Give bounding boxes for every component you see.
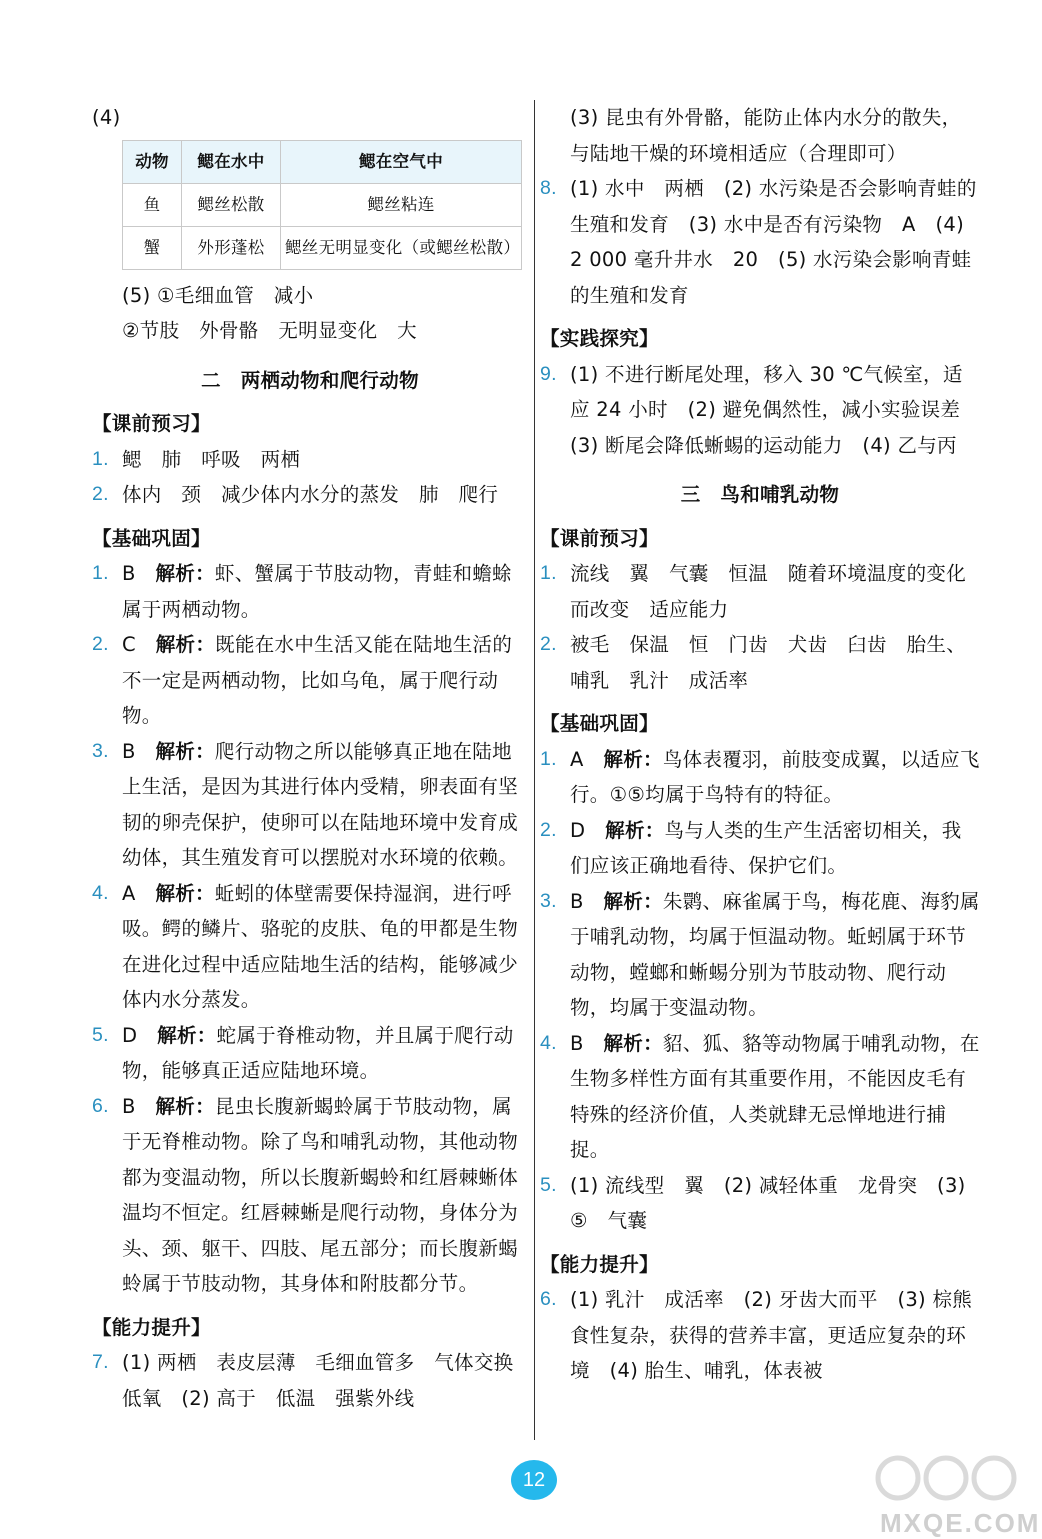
question-number: 6.: [540, 1288, 557, 1310]
question-number: 6.: [92, 1094, 109, 1117]
analysis-label: 解析：: [155, 739, 215, 763]
analysis-label: 解析：: [603, 889, 663, 913]
section-basic: 【基础巩固】: [540, 712, 659, 735]
answer-letter: A: [122, 881, 136, 905]
list-item: [92, 442, 528, 478]
analysis-label: 解析：: [157, 1023, 217, 1047]
analysis-label: 解析：: [603, 747, 663, 771]
list-item: [540, 1168, 980, 1239]
list-item: [540, 556, 980, 627]
question-number: 5.: [92, 1023, 109, 1046]
list-item: [540, 171, 980, 313]
list-item: [92, 556, 528, 627]
analysis-text: 鸟体表覆羽，前肢变成翼，以适应飞行。①⑤均属于鸟特有的特征。: [570, 747, 980, 806]
section-basic: 【基础巩固】: [92, 526, 211, 550]
table-cell: 鱼: [123, 183, 182, 226]
question-number: 3.: [540, 889, 557, 912]
answer-text: 流线 翼 气囊 恒温 随着环境温度的变化而改变 适应能力: [570, 562, 967, 621]
analysis-text: 蚯蚓的体壁需要保持湿润，进行呼吸。鳄的鳞片、骆驼的皮肤、龟的甲都是生物在进化过程中适应陆地生活的结构，能够减少体内水分蒸发。: [122, 881, 519, 1011]
answer-letter: B: [122, 1094, 136, 1118]
table-cell: 鳃丝无明显变化（或鳃丝松散）: [281, 226, 522, 269]
table-cell: 外形蓬松: [182, 226, 281, 269]
list-item: [92, 1018, 528, 1089]
question-number: 3.: [92, 739, 109, 762]
answer-text: 鳃 肺 呼吸 两栖: [122, 447, 301, 471]
section-ability: 【能力提升】: [540, 1252, 659, 1276]
question-number: 5.: [540, 1173, 557, 1196]
q5-line-1: (5) ①毛细血管 减小: [122, 283, 314, 307]
section-preview: 【课前预习】: [92, 412, 211, 435]
list-item: [540, 884, 980, 1026]
answer-letter: D: [570, 818, 586, 842]
answer-letter: B: [570, 889, 584, 913]
answer-text: 体内 颈 减少体内水分的蒸发 肺 爬行: [122, 483, 499, 506]
question-number: 1.: [540, 747, 557, 770]
question-number: 1.: [92, 447, 109, 470]
table-row: [123, 183, 522, 226]
list-item: [92, 627, 528, 734]
section-preview: 【课前预习】: [540, 526, 659, 550]
analysis-text: 昆虫长腹新蝎蛉属于节肢动物，属于无脊椎动物。除了鸟和哺乳动物，其他动物都为变温动物，所以长腹新蝎蛉和红唇棘蜥体温均不恒定。红唇棘蜥是爬行动物，身体分为头、颈、躯干、四肢、尾五部分；而长腹新蝎蛉属于节肢动物，其身体和附肢都分节。: [122, 1094, 519, 1295]
list-item: [92, 876, 528, 1018]
answer-letter: C: [122, 633, 136, 656]
gill-table: [122, 140, 522, 270]
section-title-amphibians: 二 两栖动物和爬行动物: [201, 368, 419, 392]
question-number: 8.: [540, 177, 557, 199]
q7-continuation: (3) 昆虫有外骨骼，能防止体内水分的散失，与陆地干燥的环境相适应（合理即可）: [570, 106, 962, 165]
table-cell: 蟹: [123, 226, 182, 269]
list-item: [540, 742, 980, 813]
page-number-badge: 12: [511, 1460, 557, 1500]
analysis-label: 解析：: [603, 1031, 663, 1055]
table-header-cell: 鳃在水中: [182, 140, 281, 183]
question-number: 7.: [92, 1351, 109, 1373]
q5-line-2: ②节肢 外骨骼 无明显变化 大: [122, 319, 417, 342]
list-item: [540, 1026, 980, 1168]
table-cell: 鳃丝松散: [182, 183, 281, 226]
analysis-label: 解析：: [155, 881, 215, 905]
answer-letter: A: [570, 747, 584, 771]
question-number: 4.: [540, 1031, 557, 1054]
answer-text: (1) 流线型 翼 (2) 减轻体重 龙骨突 (3) ⑤ 气囊: [570, 1173, 966, 1232]
analysis-label: 解析：: [155, 633, 216, 656]
analysis-text: 貂、狐、貉等动物属于哺乳动物，在生物多样性方面有其重要作用，不能因皮毛有特殊的经济价值，人类就肆无忌惮地进行捕捉。: [570, 1031, 980, 1161]
table-header-cell: 鳃在空气中: [281, 140, 522, 183]
analysis-text: 朱鹮、麻雀属于鸟，梅花鹿、海豹属于哺乳动物，均属于恒温动物。蚯蚓属于环节动物，螳螂和蜥蜴分别为节肢动物、爬行动物，均属于变温动物。: [570, 889, 980, 1019]
list-item: [540, 357, 980, 464]
question-number: 1.: [92, 562, 109, 584]
analysis-label: 解析：: [155, 1094, 215, 1118]
answer-text: (1) 两栖 表皮层薄 毛细血管多 气体交换 低氧 (2) 高于 低温 强紫外线: [122, 1351, 534, 1410]
question-number: 2.: [92, 633, 109, 655]
answer-letter: B: [570, 1031, 584, 1055]
answer-letter: D: [122, 1023, 138, 1047]
table-header-row: [123, 140, 522, 183]
question-number: 2.: [92, 483, 109, 505]
section-ability: 【能力提升】: [92, 1315, 211, 1339]
analysis-text: 虾、蟹属于节肢动物，青蛙和蟾蜍属于两栖动物。: [122, 562, 512, 621]
q4-label: (4): [92, 106, 121, 129]
list-item: [92, 1089, 528, 1302]
right-column: [540, 100, 980, 1389]
list-item: [540, 627, 980, 698]
section-title-birds-mammals: 三 鸟和哺乳动物: [680, 483, 840, 506]
analysis-label: 解析：: [605, 818, 665, 842]
section-practice: 【实践探究】: [540, 327, 659, 350]
answer-letter: B: [122, 562, 136, 585]
question-number: 9.: [540, 362, 557, 385]
analysis-text: 蛇属于脊椎动物，并且属于爬行动物，能够真正适应陆地环境。: [122, 1023, 514, 1082]
list-item: [92, 477, 528, 513]
table-row: [123, 226, 522, 269]
list-item: [92, 1345, 534, 1416]
answer-text: (1) 水中 两栖 (2) 水污染是否会影响青蛙的生殖和发育 (3) 水中是否有污染物 A (4) 2 000 毫升井水 20 (5) 水污染会影响青蛙的生殖和发育: [570, 177, 977, 307]
answer-text: (1) 乳汁 成活率 (2) 牙齿大而平 (3) 棕熊食性复杂，获得的营养丰富，更适应复杂的环境 (4) 胎生、哺乳，体表被: [570, 1288, 973, 1382]
table-header-cell: 动物: [123, 140, 182, 183]
analysis-text: 鸟与人类的生产生活密切相关，我们应该正确地看待、保护它们。: [570, 818, 962, 877]
list-item: [540, 1282, 980, 1389]
list-item: [540, 813, 980, 884]
question-number: 2.: [540, 633, 557, 655]
question-number: 1.: [540, 562, 557, 584]
analysis-label: 解析：: [155, 562, 215, 585]
answer-text: (1) 不进行断尾处理，移入 30 ℃气候室，适应 24 小时 (2) 避免偶然性，减小实验误差 (3) 断尾会降低蜥蜴的运动能力 (4) 乙与丙: [570, 362, 981, 457]
left-column: [92, 100, 534, 1416]
answer-text: 被毛 保温 恒 门齿 犬齿 臼齿 胎生、哺乳 乳汁 成活率: [570, 633, 967, 692]
question-number: 4.: [92, 881, 109, 904]
watermark-text: MXQE.COM: [880, 1508, 1041, 1538]
list-item: [92, 734, 528, 876]
column-divider: [534, 100, 535, 1440]
answer-letter: B: [122, 739, 136, 763]
analysis-text: 既能在水中生活又能在陆地生活的不一定是两栖动物，比如乌龟，属于爬行动物。: [122, 633, 513, 727]
table-cell: 鳃丝粘连: [281, 183, 522, 226]
analysis-text: 爬行动物之所以能够真正地在陆地上生活，是因为其进行体内受精，卵表面有坚韧的卵壳保护，使卵可以在陆地环境中发育成幼体，其生殖发育可以摆脱对水环境的依赖。: [122, 739, 519, 869]
question-number: 2.: [540, 818, 557, 841]
